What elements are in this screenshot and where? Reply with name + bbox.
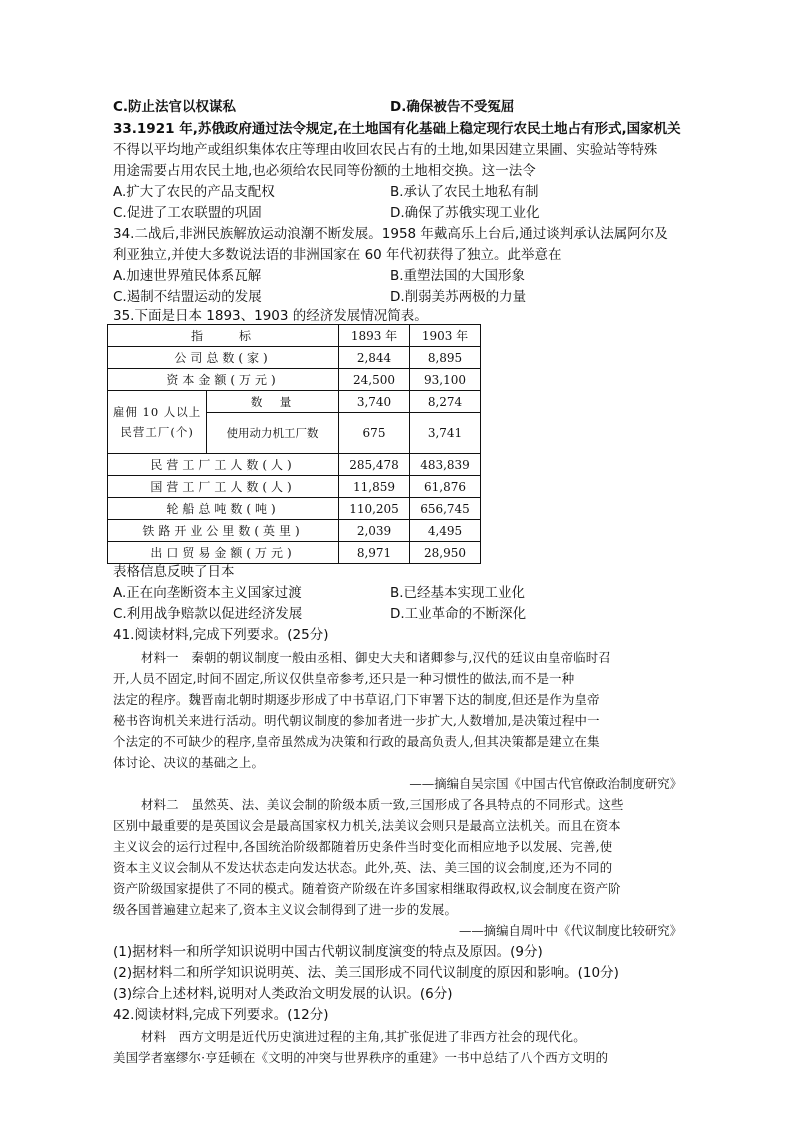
table-cell: 656,745	[410, 498, 481, 520]
table-row	[108, 542, 481, 564]
q32-option-c: C.防止法官以权谋私	[113, 99, 237, 115]
table-row	[108, 347, 481, 369]
economic-data-table	[107, 324, 481, 564]
q41-question-3: (3)综合上述材料,说明对人类政治文明发展的认识。(6分)	[113, 986, 453, 1002]
q41-material-2-line: 主义议会的运行过程中,各国统治阶级都随着历史条件当时变化而相应地予以发展、完善,使	[113, 839, 613, 854]
q41-stem: 41.阅读材料,完成下列要求。(25分)	[113, 627, 329, 643]
q41-material-2-line: 区别中最重要的是英国议会是最高国家权力机关,法美议会则只是最高立法机关。而且在资本	[113, 818, 621, 833]
q33-option-b: B.承认了农民土地私有制	[390, 184, 539, 200]
q41-material-1-line: 开,人员不固定,时间不固定,所议仅供皇帝参考,还只是一种习惯性的做法,而不是一种	[113, 671, 575, 686]
q41-material-2-line: 级各国普遍建立起来了,资本主义议会制得到了进一步的发展。	[113, 902, 458, 917]
q41-material-1-line: 法定的程序。魏晋南北朝时期逐步形成了中书草诏,门下审署下达的制度,但还是作为皇帝	[113, 692, 600, 707]
q34-option-b: B.重塑法国的大国形象	[390, 268, 526, 284]
table-cell: 675	[339, 413, 410, 454]
table-row-label: 轮船总吨数(吨)	[108, 498, 339, 520]
q42-material-line: 美国学者塞缪尔·亨廷顿在《文明的冲突与世界秩序的重建》一书中总结了八个西方文明的	[113, 1050, 609, 1065]
table-cell: 483,839	[410, 454, 481, 476]
table-header-row	[108, 325, 481, 347]
q33-option-c: C.促进了工农联盟的巩固	[113, 205, 262, 221]
table-cell: 3,740	[339, 391, 410, 413]
table-header-cell: 指 标	[108, 325, 339, 347]
table-cell: 2,039	[339, 520, 410, 542]
table-row-label: 民营工厂工人数(人)	[108, 454, 339, 476]
table-group-label: 雇佣 10 人以上民营工厂(个)	[108, 391, 207, 454]
table-cell: 4,495	[410, 520, 481, 542]
q34-option-a: A.加速世界殖民体系瓦解	[113, 268, 262, 284]
table-row-label: 资本金额(万元)	[108, 369, 339, 391]
table-row-label: 公司总数(家)	[108, 347, 339, 369]
q34-stem-line: 利亚独立,并使大多数说法语的非洲国家在 60 年代初获得了独立。此举意在	[113, 247, 562, 263]
table-row	[108, 369, 481, 391]
q41-material-2-line: 资本主义议会制从不发达状态走向发达状态。此外,英、法、美三国的议会制度,还为不同的	[113, 860, 613, 875]
table-row	[108, 520, 481, 542]
table-cell: 285,478	[339, 454, 410, 476]
q41-material-2-line: 材料二 虽然英、法、美议会制的阶级本质一致,三国形成了各具特点的不同形式。这些	[141, 797, 624, 812]
table-cell: 2,844	[339, 347, 410, 369]
q41-material-1-line: 秘书咨询机关来进行活动。明代朝议制度的参加者进一步扩大,人数增加,是决策过程中一	[113, 713, 600, 728]
q35-option-d: D.工业革命的不断深化	[390, 606, 527, 622]
q34-stem-line: 34.二战后,非洲民族解放运动浪潮不断发展。1958 年戴高乐上台后,通过谈判承认法属阿尔及	[113, 226, 668, 242]
table-cell: 28,950	[410, 542, 481, 564]
q35-option-a: A.正在向垄断资本主义国家过渡	[113, 585, 302, 601]
table-row-label: 国营工厂工人数(人)	[108, 476, 339, 498]
table-cell: 93,100	[410, 369, 481, 391]
q32-option-d: D.确保被告不受冤屈	[390, 99, 515, 115]
table-row	[108, 498, 481, 520]
q33-stem-line: 33.1921 年,苏俄政府通过法令规定,在土地国有化基础上稳定现行农民土地占有形式,国家机关	[113, 121, 681, 137]
table-cell: 3,741	[410, 413, 481, 454]
q35-after-text: 表格信息反映了日本	[113, 564, 235, 580]
q33-option-a: A.扩大了农民的产品支配权	[113, 184, 275, 200]
table-row-label: 数 量	[207, 391, 339, 413]
q33-option-d: D.确保了苏俄实现工业化	[390, 205, 540, 221]
q33-stem-line: 不得以平均地产或组织集体农庄等理由收回农民占有的土地,如果因建立果圃、实验站等特殊	[113, 142, 658, 158]
q42-material-line: 材料 西方文明是近代历史演进过程的主角,其扩张促进了非西方社会的现代化。	[141, 1029, 586, 1044]
table-row-label: 出口贸易金额(万元)	[108, 542, 339, 564]
table-row	[108, 454, 481, 476]
table-cell: 24,500	[339, 369, 410, 391]
q34-option-d: D.削弱美苏两极的力量	[390, 289, 527, 305]
table-cell: 61,876	[410, 476, 481, 498]
q35-stem: 35.下面是日本 1893、1903 的经济发展情况简表。	[113, 308, 428, 324]
table-row-label: 使用动力机工厂数	[207, 413, 339, 454]
q41-material-1-line: 体讨论、决议的基础之上。	[113, 755, 265, 770]
table-cell: 8,971	[339, 542, 410, 564]
q33-stem-line: 用途需要占用农民土地,也必须给农民同等份额的土地相交换。这一法令	[113, 163, 536, 179]
q41-material-1-source: ——摘编自吴宗国《中国古代官僚政治制度研究》	[409, 776, 682, 791]
table-cell: 8,274	[410, 391, 481, 413]
table-cell: 11,859	[339, 476, 410, 498]
q34-option-c: C.遏制不结盟运动的发展	[113, 289, 262, 305]
table-row	[108, 476, 481, 498]
table-header-cell: 1903 年	[410, 325, 481, 347]
q41-question-1: (1)据材料一和所学知识说明中国古代朝议制度演变的特点及原因。(9分)	[113, 944, 543, 960]
q41-material-1-line: 材料一 秦朝的朝议制度一般由丞相、御史大夫和诸卿参与,汉代的廷议由皇帝临时召	[141, 650, 611, 665]
q35-option-b: B.已经基本实现工业化	[390, 585, 526, 601]
table-header-cell: 1893 年	[339, 325, 410, 347]
q41-material-1-line: 个法定的不可缺少的程序,皇帝虽然成为决策和行政的最高负责人,但其决策都是建立在集	[113, 734, 600, 749]
q41-material-2-source: ——摘编自周叶中《代议制度比较研究》	[458, 923, 682, 938]
q41-material-2-line: 资产阶级国家提供了不同的模式。随着资产阶级在许多国家相继取得政权,议会制度在资产阶	[113, 881, 621, 896]
table-row	[108, 391, 481, 413]
table-cell: 110,205	[339, 498, 410, 520]
table-row-label: 铁路开业公里数(英里)	[108, 520, 339, 542]
table-cell: 8,895	[410, 347, 481, 369]
q42-stem: 42.阅读材料,完成下列要求。(12分)	[113, 1007, 329, 1023]
q41-question-2: (2)据材料二和所学知识说明英、法、美三国形成不同代议制度的原因和影响。(10分)	[113, 965, 619, 981]
q35-option-c: C.利用战争赔款以促进经济发展	[113, 606, 303, 622]
